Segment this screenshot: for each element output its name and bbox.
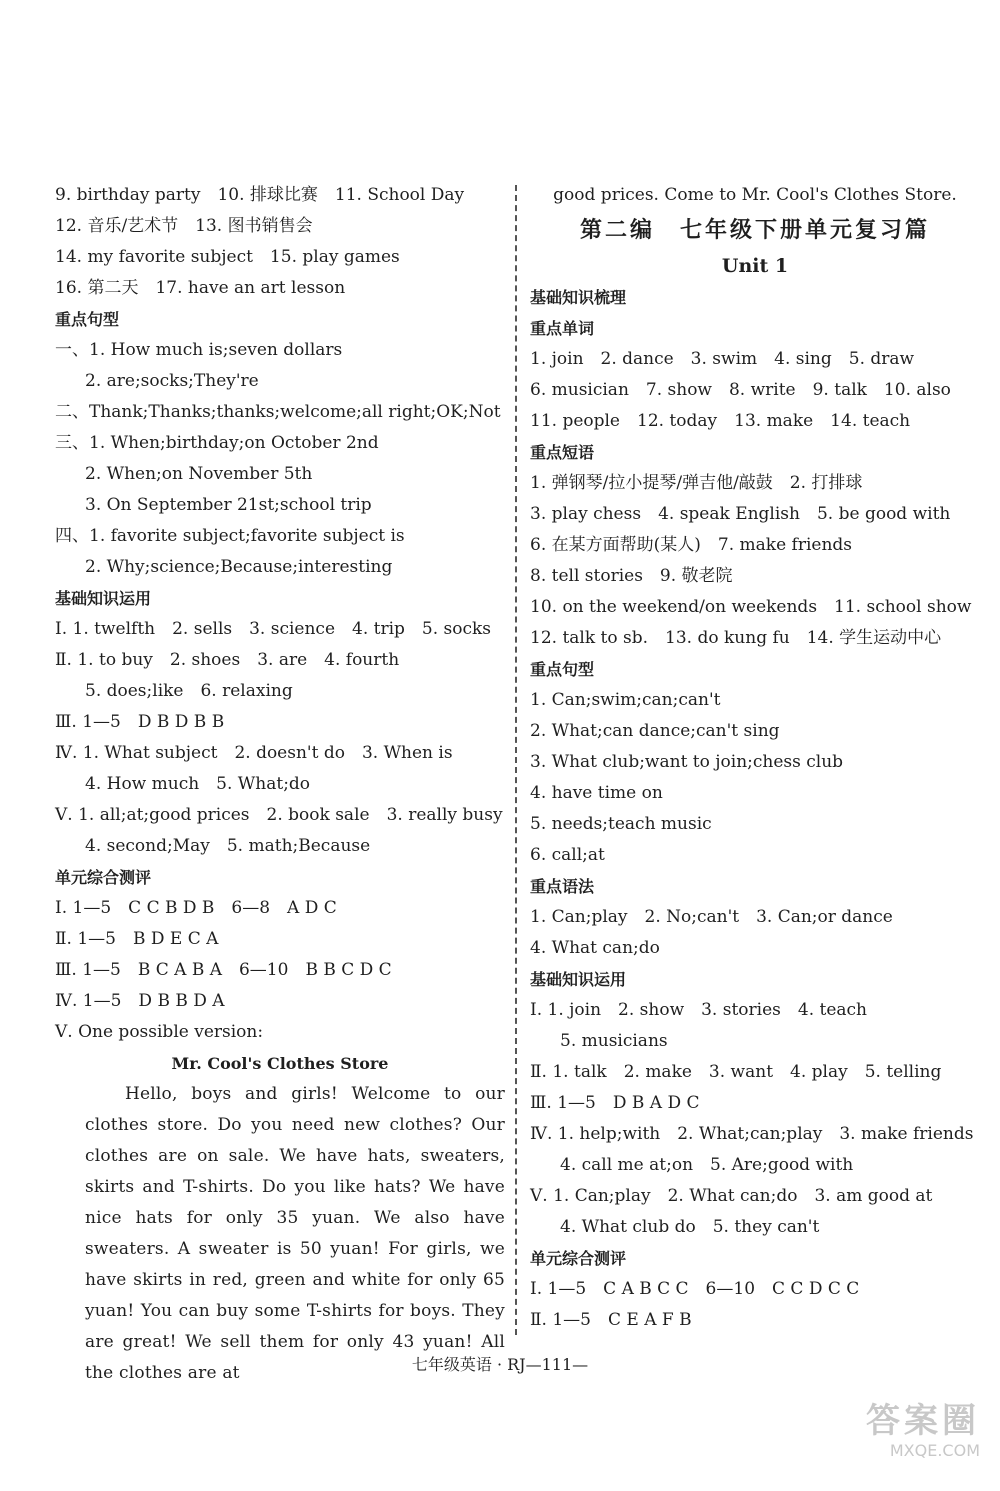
answer-line: Ⅳ. 1—5 D B B D A: [55, 991, 225, 1011]
answer-line: 三、1. When;birthday;on October 2nd: [55, 433, 379, 453]
answer-line: 3. play chess 4. speak English 5. be good with: [530, 504, 951, 524]
unit-title: Unit 1: [721, 255, 789, 277]
answer-line: 3. What club;want to join;chess club: [530, 752, 844, 772]
section-heading: 重点句型: [530, 660, 595, 679]
answer-line: 6. musician 7. show 8. write 9. talk 10. also: [530, 380, 951, 400]
answer-line: 5. musicians: [560, 1031, 668, 1051]
section-heading: 重点语法: [530, 877, 595, 896]
answer-line: 3. On September 21st;school trip: [85, 495, 372, 515]
answer-line: 4. What can;do: [530, 938, 660, 958]
answer-line: Ⅱ. 1. talk 2. make 3. want 4. play 5. telling: [530, 1062, 942, 1082]
answer-line: Ⅱ. 1—5 B D E C A: [55, 929, 219, 949]
answer-line: 2. Why;science;Because;interesting: [85, 557, 393, 577]
column-divider: [515, 185, 517, 1335]
answer-line: 11. people 12. today 13. make 14. teach: [530, 411, 911, 431]
answer-line: 14. my favorite subject 15. play games: [55, 247, 400, 267]
essay-continuation: good prices. Come to Mr. Cool's Clothes Store.: [553, 185, 957, 205]
part-title: 第二编 七年级下册单元复习篇: [579, 218, 930, 243]
section-heading: 重点单词: [530, 319, 595, 338]
answer-line: 4. second;May 5. math;Because: [85, 836, 371, 856]
answer-line: Ⅲ. 1—5 D B D B B: [55, 712, 225, 732]
answer-line: 6. 在某方面帮助(某人) 7. make friends: [530, 535, 853, 555]
right-column: [530, 180, 980, 1336]
answer-line: 6. call;at: [530, 845, 605, 865]
answer-line: 一、1. How much is;seven dollars: [55, 340, 343, 360]
section-heading: 重点句型: [55, 310, 120, 329]
right-lines: [530, 282, 980, 1336]
watermark-text: 答案圈: [866, 1401, 980, 1441]
answer-line: Ⅴ. 1. Can;play 2. What can;do 3. am good at: [530, 1186, 933, 1206]
answer-line: 2. When;on November 5th: [85, 464, 313, 484]
answer-line: 二、Thank;Thanks;thanks;welcome;all right;OK;Not: [55, 402, 501, 422]
section-heading: 基础知识梳理: [530, 288, 627, 307]
section-heading: 重点短语: [530, 443, 595, 462]
answer-line: 4. have time on: [530, 783, 663, 803]
answer-line: 1. Can;play 2. No;can't 3. Can;or dance: [530, 907, 893, 927]
answer-line: Ⅲ. 1—5 D B A D C: [530, 1093, 700, 1113]
answer-line: Ⅲ. 1—5 B C A B A 6—10 B B C D C: [55, 960, 392, 980]
answer-line: Ⅰ. 1—5 C A B C C 6—10 C C D C C: [530, 1279, 860, 1299]
answer-line: 5. does;like 6. relaxing: [85, 681, 293, 701]
answer-line: Ⅳ. 1. What subject 2. doesn't do 3. When is: [55, 743, 453, 763]
section-heading: 基础知识运用: [55, 589, 152, 608]
answer-line: 12. 音乐/艺术节 13. 图书销售会: [55, 216, 313, 236]
page-footer: 七年级英语 · RJ—111—: [411, 1355, 589, 1374]
answer-line: 2. What;can dance;can't sing: [530, 721, 780, 741]
answer-line: Ⅴ. One possible version:: [55, 1022, 264, 1042]
answer-line: Ⅳ. 1. help;with 2. What;can;play 3. make friends: [530, 1124, 974, 1144]
answer-line: 1. 弹钢琴/拉小提琴/弹吉他/敲鼓 2. 打排球: [530, 473, 863, 493]
answer-line: 四、1. favorite subject;favorite subject is: [55, 526, 405, 546]
answer-line: 1. Can;swim;can;can't: [530, 690, 721, 710]
answer-line: 10. on the weekend/on weekends 11. school show: [530, 597, 972, 617]
answer-line: Ⅰ. 1. twelfth 2. sells 3. science 4. trip 5. socks: [55, 619, 492, 639]
section-heading: 单元综合测评: [530, 1249, 627, 1268]
section-heading: 单元综合测评: [55, 868, 152, 887]
essay: [55, 1079, 505, 1389]
answer-line: 5. needs;teach music: [530, 814, 712, 834]
answer-line: 2. are;socks;They're: [85, 371, 259, 391]
answer-line: Ⅱ. 1. to buy 2. shoes 3. are 4. fourth: [55, 650, 400, 670]
answer-line: 9. birthday party 10. 排球比赛 11. School Day: [55, 185, 465, 205]
answer-line: Ⅰ. 1—5 C C B D B 6—8 A D C: [55, 898, 337, 918]
answer-line: 4. call me at;on 5. Are;good with: [560, 1155, 854, 1175]
essay-title: Mr. Cool's Clothes Store: [171, 1054, 389, 1073]
answer-line: Ⅰ. 1. join 2. show 3. stories 4. teach: [530, 1000, 868, 1020]
answer-line: Ⅴ. 1. all;at;good prices 2. book sale 3. really busy: [55, 805, 503, 825]
watermark-url: MXQE.COM: [889, 1441, 980, 1460]
answer-line: 12. talk to sb. 13. do kung fu 14. 学生运动中心: [530, 628, 942, 648]
left-column: [55, 180, 505, 1389]
answer-line: 4. What club do 5. they can't: [560, 1217, 820, 1237]
answer-line: 8. tell stories 9. 敬老院: [530, 566, 733, 586]
left-lines: [55, 180, 505, 1048]
answer-line: 1. join 2. dance 3. swim 4. sing 5. draw: [530, 349, 915, 369]
answer-line: 16. 第二天 17. have an art lesson: [55, 278, 346, 298]
answer-line: Ⅱ. 1—5 C E A F B: [530, 1310, 692, 1330]
essay-body: Hello, boys and girls! Welcome to our clothes store. Do you need new clothes? Our clothes are on sale. We have hats, sweaters, skirts and T-shirts. Do you like hats? We have nice hats for only 35 yuan. We also have sweaters. A sweater is 50 yuan! For girls, we have skirts in red, green and white for only 65 yuan! You can buy some T-shirts for boys. They are great! We sell them for only 43 yuan! All the clothes are at: [85, 1084, 505, 1383]
watermark-logo: [800, 1401, 980, 1471]
answer-line: 4. How much 5. What;do: [85, 774, 311, 794]
section-heading: 基础知识运用: [530, 970, 627, 989]
